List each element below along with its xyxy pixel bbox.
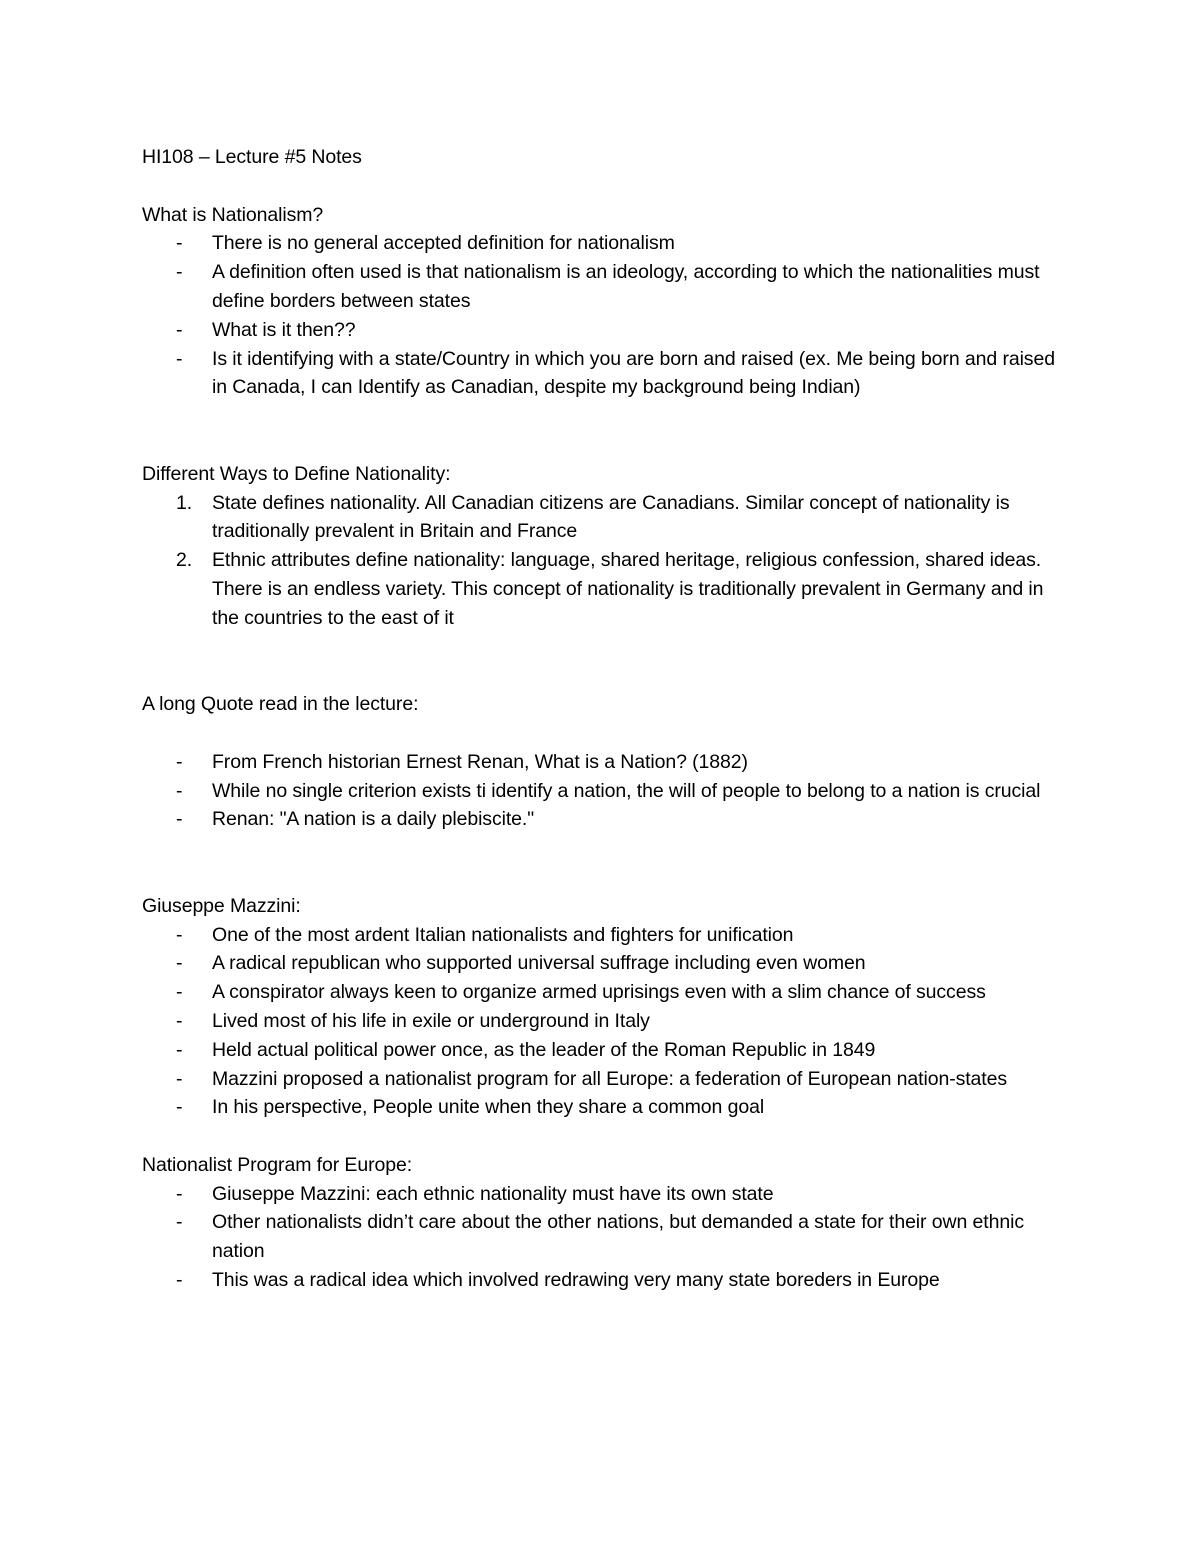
spacer [142, 172, 1062, 201]
dash-bullet: - [176, 808, 183, 831]
dash-bullet: - [176, 923, 183, 946]
document-body [142, 143, 1062, 1295]
list-item-text: What is it then?? [212, 318, 356, 341]
bullet-list-nationalism [142, 229, 1062, 402]
dash-bullet: - [176, 1067, 183, 1090]
list-item [142, 748, 1062, 777]
list-item [142, 1266, 1062, 1295]
list-item [142, 1093, 1062, 1122]
list-item-text: One of the most ardent Italian nationalists and fighters for unification [212, 923, 794, 946]
section-heading-mazzini: Giuseppe Mazzini: [142, 894, 301, 917]
list-item [142, 978, 1062, 1007]
list-item [142, 1065, 1062, 1094]
list-item [142, 229, 1062, 258]
list-item [142, 1036, 1062, 1065]
list-item [142, 1208, 1062, 1266]
list-item-text: Other nationalists didn’t care about the other nations, but demanded a state for their own ethnic nation [212, 1211, 1024, 1263]
section-heading-define-nationality: Different Ways to Define Nationality: [142, 462, 451, 485]
list-item [142, 316, 1062, 345]
dash-bullet: - [176, 1009, 183, 1032]
list-item-text: Renan: "A nation is a daily plebiscite." [212, 808, 535, 831]
list-item [142, 949, 1062, 978]
list-item-text: While no single criterion exists ti identify a nation, the will of people to belong to a nation is crucial [212, 779, 1041, 802]
section-heading-nationalism: What is Nationalism? [142, 203, 324, 226]
list-item [142, 1180, 1062, 1209]
document-title: HI108 – Lecture #5 Notes [142, 146, 362, 168]
number-marker: 1. [176, 491, 193, 514]
spacer [142, 1122, 1062, 1151]
list-item [142, 777, 1062, 806]
dash-bullet: - [176, 347, 183, 370]
list-item [142, 921, 1062, 950]
number-marker: 2. [176, 549, 193, 572]
list-item-text: State defines nationality. All Canadian citizens are Canadians. Similar concept of nationality is traditionally prevalent in Britain and France [212, 491, 1010, 543]
list-item [142, 345, 1062, 403]
bullet-list-quote [142, 748, 1062, 834]
list-item [142, 546, 1062, 632]
dash-bullet: - [176, 750, 183, 773]
dash-bullet: - [176, 261, 183, 284]
list-item-text: Lived most of his life in exile or underground in Italy [212, 1009, 650, 1032]
list-item-text: There is no general accepted definition for nationalism [212, 232, 675, 255]
list-item-text: A definition often used is that nationalism is an ideology, according to which the nationalities must define borders between states [212, 261, 1040, 312]
dash-bullet: - [176, 952, 183, 975]
list-item-text: Held actual political power once, as the leader of the Roman Republic in 1849 [212, 1038, 876, 1061]
section-heading-quote: A long Quote read in the lecture: [142, 693, 419, 716]
list-item-text: Is it identifying with a state/Country in which you are born and raised (ex. Me being born and raised in Canada, I can Identify as Canadian, despite my background being Indian) [212, 347, 1055, 399]
dash-bullet: - [176, 1096, 183, 1119]
dash-bullet: - [176, 1269, 183, 1292]
bullet-list-program-europe [142, 1180, 1062, 1295]
list-item-text: Ethnic attributes define nationality: language, shared heritage, religious confession, shared ideas. There is an endless variety. This concept of nationality is traditionally prevalent in Germany and in the countries to the east of it [212, 549, 1044, 629]
dash-bullet: - [176, 232, 183, 255]
list-item [142, 1007, 1062, 1036]
list-item-text: In his perspective, People unite when they share a common goal [212, 1096, 765, 1119]
list-item-text: From French historian Ernest Renan, What is a Nation? (1882) [212, 750, 748, 773]
dash-bullet: - [176, 1038, 183, 1061]
list-item [142, 489, 1062, 547]
dash-bullet: - [176, 779, 183, 802]
spacer [142, 633, 1062, 691]
dash-bullet: - [176, 981, 183, 1004]
numbered-list-define-nationality [142, 489, 1062, 633]
list-item-text: Mazzini proposed a nationalist program for all Europe: a federation of European nation-states [212, 1067, 1008, 1090]
list-item-text: Giuseppe Mazzini: each ethnic nationality must have its own state [212, 1182, 774, 1205]
spacer [142, 719, 1062, 748]
bullet-list-mazzini [142, 921, 1062, 1123]
list-item-text: A radical republican who supported universal suffrage including even women [212, 952, 866, 975]
spacer [142, 402, 1062, 460]
dash-bullet: - [176, 1211, 183, 1234]
dash-bullet: - [176, 1182, 183, 1205]
section-heading-program-europe: Nationalist Program for Europe: [142, 1153, 413, 1176]
list-item [142, 805, 1062, 834]
list-item-text: A conspirator always keen to organize armed uprisings even with a slim chance of success [212, 981, 986, 1004]
list-item [142, 258, 1062, 316]
spacer [142, 834, 1062, 892]
dash-bullet: - [176, 318, 183, 341]
list-item-text: This was a radical idea which involved redrawing very many state boreders in Europe [212, 1269, 940, 1292]
